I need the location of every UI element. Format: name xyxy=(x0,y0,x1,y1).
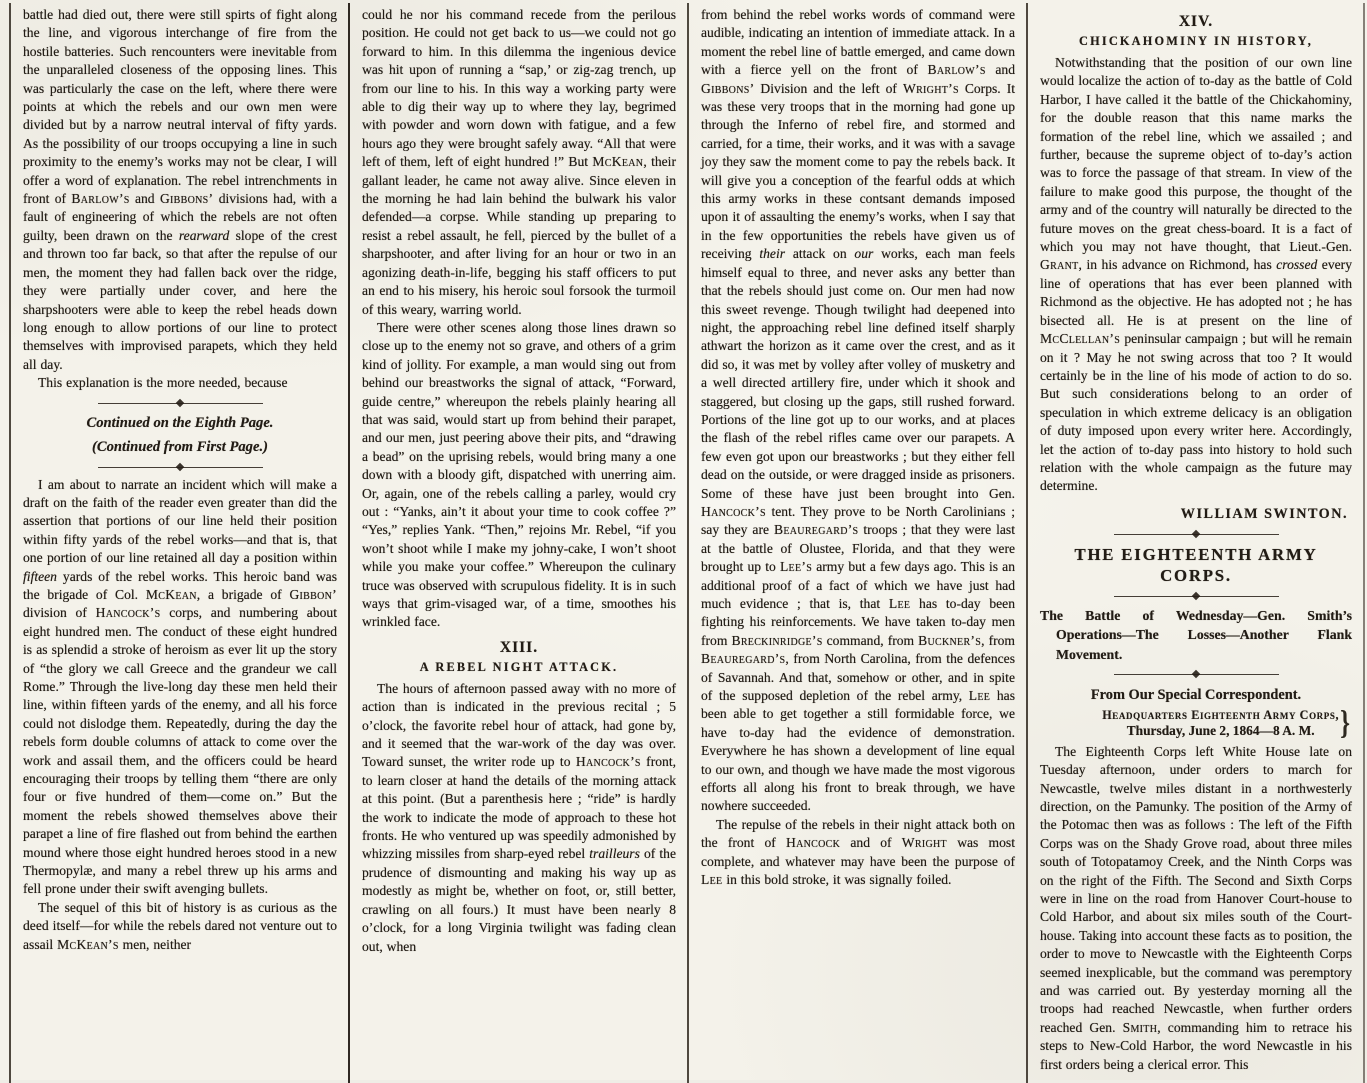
paragraph: The repulse of the rebels in their night attack both on the front of Hancock and of Wright was most complete, and whatever may have been the purpose of Lee in this bold stroke, it was signally foiled. xyxy=(701,816,1015,888)
paragraph: Notwithstanding that the position of our own line would localize the action of to-day as the battle of Cold Harbor, I have called it the battle of the Chickahominy, for the double reason that this name marks the formation of the rebel line, which we assailed ; and further, because the supreme object of to-day’s action was to force the passage of that stream. In view of the failure to make good this purpose, the thought of the army and of the country will naturally be directed to the future moves on the great chess-board. It is a fact of which you may not have thought, that Lieut.-Gen. Grant, in his advance on Richmond, has crossed every line of operations that has ever been planned with Richmond as the objective. He has adopted not ; he has bisected all. He is at present on the line of McClellan’s peninsular campaign ; but will he remain on it ? May he not swing across that too ? It would certainly be in the line of his mode of action to do so. But such considerations belong to an order of speculation in which extreme delicacy is an obligation of duty imposed upon every writer here. Accordingly, let the action of to-day pass into history to hold such relation with the whole campaign as the future may determine. xyxy=(1040,55,1352,494)
paragraph: The hours of afternoon passed away with no more of action than is indicated in the previous recital ; 5 o’clock, the favorite rebel hour of attack, had gone by, and it seemed that the war-work of the day was over. Toward sunset, the writer rode up to Hancock’s front, to learn closer at hand the details of the morning attack at this point. (But a parenthesis here ; “ride” is hardly the work to indicate the mode of approach to these hot fronts. He who ventured up was speedily admonished by whizzing missiles from sharp-eyed rebel trailleurs of the prudence of dismounting and making his way up as modestly as might be, whether on foot, or, still better, crawling on all fours.) It must have been nearly 8 o’clock, for a long Virginia twilight was fading clean out, when xyxy=(362,680,676,954)
paragraph: battle had died out, there were still spirts of fight along the line, and vigorous interchange of fire from the hostile batteries. Such rencounters were inevitable from the unparalleled closeness of the opposing lines. This was particularly the case on the left, where there were points at which the rebels and our own men were divided but by a narrow neutral interval of fifty yards. As the possibility of our troops occupying a line in such proximity to the enemy’s works may not be clear, I will offer a word of explanation. The rebel intrenchments in front of Barlow’s and Gibbons’ divisions had, with a fault of engineering of which the rebels are not often guilty, been drawn on the rearward slope of the crest and thrown too far back, so that after the repulse of our men, the moment they had fallen back over the ridge, they were partially under cover, and here the sharpshooters were able to keep the rebel heads down long enough to allow portions of our line to protect themselves with improvised parapets, which they held all day. xyxy=(23,7,338,372)
signature: WILLIAM SWINTON. xyxy=(1180,505,1348,522)
paragraph: The sequel of this bit of history is as curious as the deed itself—for while the rebels dared not venture out to assail McKean’s men, neither xyxy=(23,899,337,952)
paragraph: from behind the rebel works words of command were audible, indicating an intention of immediate attack. In a moment the rebel line of battle emerged, and came down with a fierce yell on the front of Barlow’s and Gibbons’ Division and the left of Wright’s Corps. It was these very troops that in the morning had gone up through the Inferno of rebel fire, and stormed and carried, for a time, their works, and it was with a savage joy they saw the moment come to pay the rebels back. It will give you a conception of the fearful odds at which this army works in these contsant demands imposed upon it of assaulting the enemy’s works, when I say that in the few opportunities the rebels have given us of receiving their attack on our works, each man feels himself equal to three, and never asks any better than that the rebels should just come on. Our men had now this sweet revenge. Though twilight had deepened into night, the approaching rebel line defined itself sharply athwart the horizon as it came over the crest, and as it did so, it was met by volley after volley of musketry and a well directed artillery fire, under which it shook and staggered, but closing up the gaps, still rushed forward. Portions of the line got up to our works, and at places the flash of the rebel rifles came over our parapets. A few even got upon our breastworks ; but they either fell dead on the outside, or were dragged inside as prisoners. Some of these have just been brought into Gen. Hancock’s tent. They prove to be North Carolinians ; say they are Beauregard’s troops ; that they were last at the battle of Olustee, Florida, and that they were brought up to Lee’s army but a few days ago. This is an additional proof of a fact of which we have just had much evidence ; that is, that Lee has to-day been fighting his reinforcements. We have taken to-day men from Breckinridge’s command, from Buckner’s, from Beauregard’s, from North Carolina, from the defences of Savannah. And that, somehow or other, and in spite of the supposed depletion of the rebel army, Lee has been able to get together a still formidable force, we have to-day had the evidence of demonstration. Everywhere he has shown a development of line equal to our own, and though we have made the most vigorous efforts all along his front to break through, we have nowhere succeeded. xyxy=(701,7,1016,814)
column-2 xyxy=(348,3,687,1083)
paragraph: There were other scenes along those lines drawn so close up to the enemy not so grave, and others of a grim kind of jollity. For example, a man would sing out from behind our breastworks the signal of attack, “Forward, guide centre,” whereupon the rebels plainly hearing all that was said, would start up from behind their parapet, and our men, just peering above their pits, and “drawing a bead” on the uprising rebels, would bring many a one down with a bloody gift, dispatched with unerring aim. Or, again, one of the rebels calling a parley, would cry out : “Yanks, ain’t it about your time to cook coffee ?” “Yes,” replies Yank. “Then,” rejoins Mr. Rebel, “if you won’t shoot while I make my johny-cake, I won’t shoot while you make your coffee.” Whereupon the culinary truce was observed with scrupulous fidelity. It is in such ways that grim-visaged war, of a time, smoothes his wrinkled face. xyxy=(362,319,676,630)
column-4 xyxy=(1026,3,1365,1083)
ornament-divider xyxy=(98,398,263,409)
section-number-heading: XIII. xyxy=(499,638,539,656)
continued-note: (Continued from First Page.) xyxy=(92,438,268,455)
paragraph: This explanation is the more needed, because xyxy=(38,375,288,391)
ornament-divider xyxy=(1114,591,1279,602)
ornament-divider xyxy=(1114,669,1279,680)
ornament-divider xyxy=(98,462,263,473)
column-1 xyxy=(9,3,348,1083)
dateline-brace: } xyxy=(1340,704,1350,742)
paragraph: could he nor his command recede from the perilous position. He could not get back to us—we could not go forward to him. In this dilemma the ingenious device was hit upon of running a “sap,’ or zig-zag trench, up from our line to his. In this way a working party were able to dig their way up to where they lay, begrimed with powder and worn down with fatigue, and a few hours ago they were brought safely away. “All that were left of them, left of eight hundred !” But McKean, their gallant leader, he came not away alive. Since eleven in the morning he had lain behind the bulwark his valor defended—a corpse. While standing up preparing to resist a rebel assault, he fell, pierced by the bullet of a sharpshooter, and after living for an hour or two in an agonizing death-in-life, begging his staff officers to put an end to his misery, his heroic soul forsook the turmoil of this weary, warring world. xyxy=(362,7,676,317)
paragraph: I am about to narrate an incident which will make a draft on the faith of the reader even greater than did the assertion that portions of our line held their position within fifty yards of the rebel works—and that is, that one portion of our line retained all day a position within fifteen yards of the rebel works. This heroic band was the brigade of Col. McKean, a brigade of Gibbon’ division of Hancock’s corps, and numbering about eight hundred men. The conduct of these eight hundred is as splendid a stroke of heroism as ever lit up the story of “the glory we call Greece and the grandeur we call Rome.” Through the live-long day these men held their line, within fifteen yards of the enemy, and all his force could not dislodge them. Repeatedly, during the day the rebels form double columns of attack to come over the work and assail them, and the officers could be heard encouraging their troops by telling them “there are only four or five hundred of them—come on.” But the moment the rebels showed themselves above their parapet a line of fire flashed out from behind the earthen mound where those eight hundred heroes stood in a new Thermopylæ, and many a rebel threw up his arms and fell prone under their swift avenging bullets. xyxy=(23,476,337,897)
correspondent-line: From Our Special Correspondent. xyxy=(1090,687,1302,704)
section-number-heading: XIV. xyxy=(1178,13,1214,30)
section-subheading: A REBEL NIGHT ATTACK. xyxy=(419,659,619,674)
dateline-line: Headquarters Eighteenth Army Corps, xyxy=(1102,708,1340,723)
section-subheading: CHICKAHOMINY IN HISTORY, xyxy=(1078,34,1313,48)
ornament-divider xyxy=(1114,529,1279,540)
dateline-lines xyxy=(1102,708,1339,739)
article-headline: THE EIGHTEENTH ARMY CORPS. xyxy=(1074,544,1318,585)
column-3 xyxy=(687,3,1026,1083)
dateline-line: Thursday, June 2, 1864—8 A. M. xyxy=(1126,722,1315,738)
dateline xyxy=(1040,704,1350,742)
article-deck: The Battle of Wednesday—Gen. Smith’s Operations—The Losses—Another Flank Movement. xyxy=(1040,607,1352,662)
columns-row xyxy=(9,3,1367,1083)
paragraph: The Eighteenth Corps left White House late on Tuesday afternoon, under orders to march for Newcastle, twelve miles distant in a northwesterly direction, on the Pamunky. The position of the Army of the Potomac then was as follows : The left of the Fifth Corps was on the Shady Grove road, about three miles south of Totopatamoy Creek, and the Ninth Corps was on the right of the Fifth. The Second and Sixth Corps were in line on the road from Hanover Court-house to Cold Harbor, and about six miles south of the Court-house. Taking into account these facts as to position, the order to move to Newcastle with the Eighteenth Corps seemed inexplicable, but the command was peremptory and was carried out. By yesterday morning all the troops had reached Newcastle, when further orders reached Gen. Smith, commanding him to retrace his steps to New-Cold Harbor, the word Newcastle in his first orders being a clerical error. This xyxy=(1040,743,1352,1072)
continued-note: Continued on the Eighth Page. xyxy=(86,414,274,431)
